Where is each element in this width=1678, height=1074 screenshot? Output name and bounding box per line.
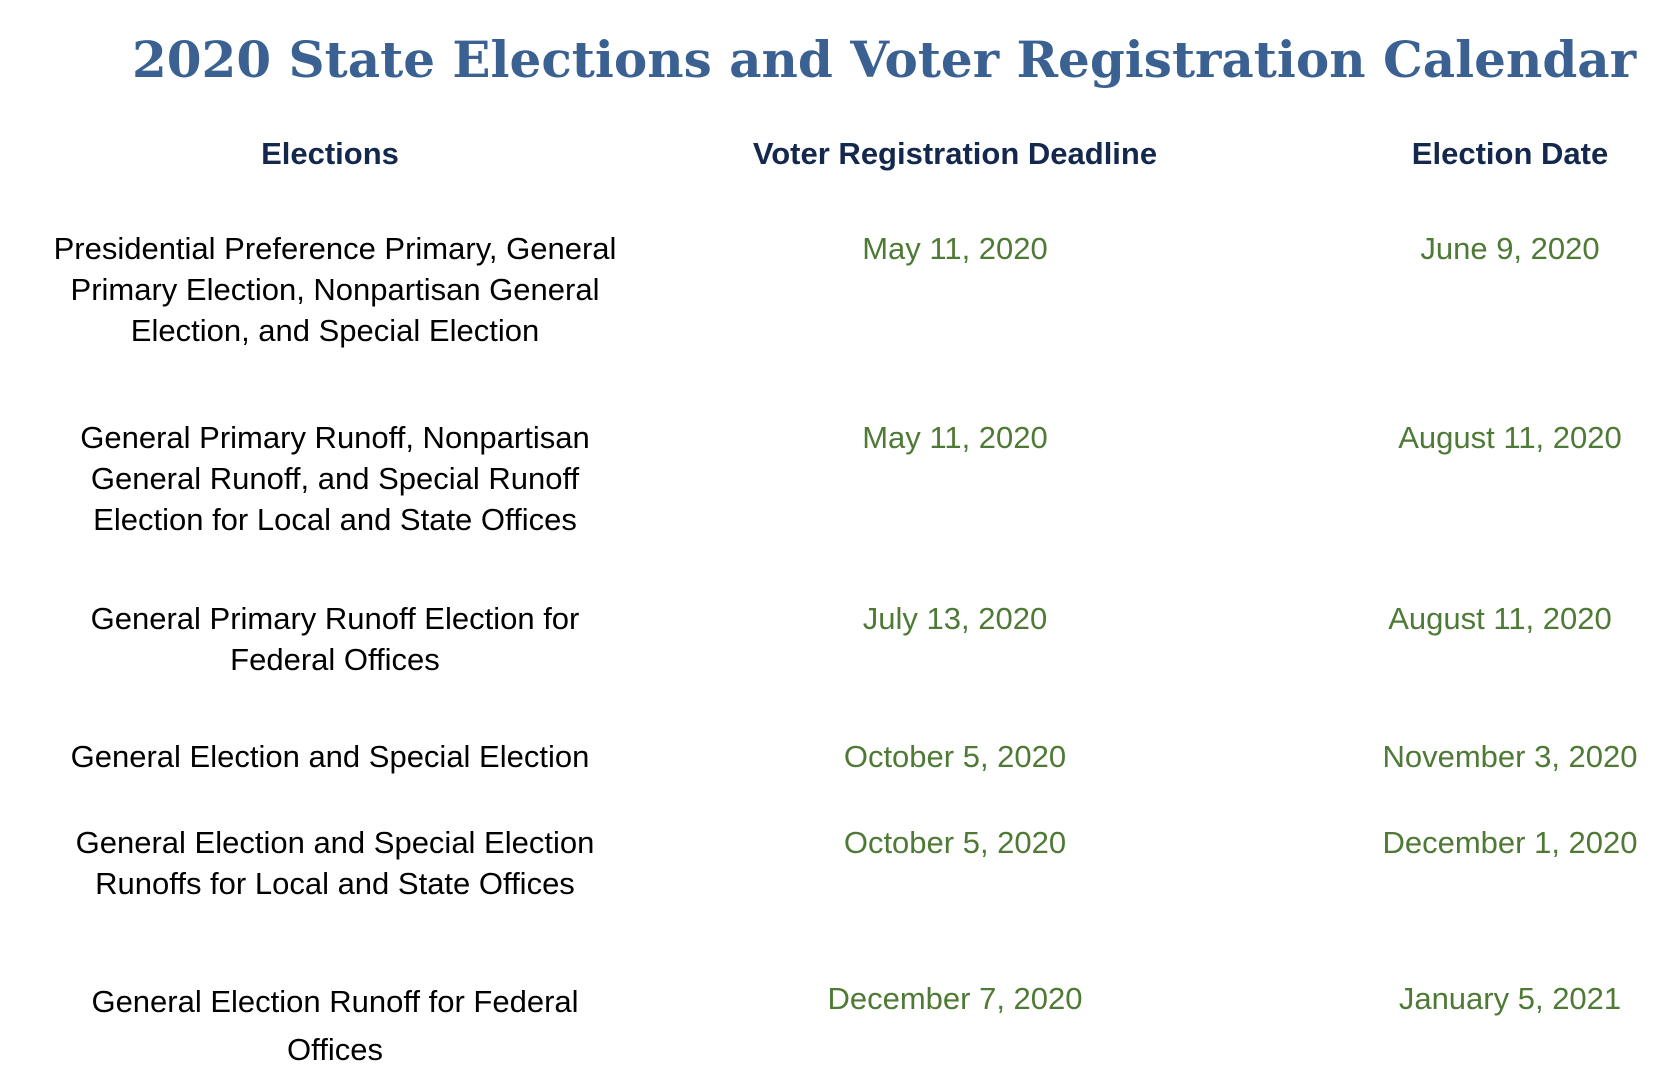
election-date: November 3, 2020 (1382, 739, 1638, 774)
election-date: December 1, 2020 (1382, 825, 1638, 860)
election-name: General Primary Runoff Election for Federal Offices (90, 601, 580, 677)
registration-deadline: May 11, 2020 (862, 231, 1048, 266)
registration-deadline: October 5, 2020 (843, 739, 1067, 774)
election-name: General Election Runoff for Federal Offices (91, 984, 579, 1067)
column-header-election-date: Election Date (1411, 136, 1609, 171)
registration-deadline: December 7, 2020 (827, 981, 1083, 1016)
election-name: Presidential Preference Primary, General Primary Election, Nonpartisan General Election, and Special Election (53, 231, 617, 348)
election-date: June 9, 2020 (1420, 231, 1600, 266)
election-date: August 11, 2020 (1388, 601, 1612, 636)
column-header-registration-deadline: Voter Registration Deadline (752, 136, 1158, 171)
election-name: General Primary Runoff, Nonpartisan General Runoff, and Special Runoff Election for Local and State Offices (80, 420, 590, 537)
election-date: January 5, 2021 (1398, 981, 1622, 1016)
election-name: General Election and Special Election Runoffs for Local and State Offices (75, 825, 595, 901)
page-title: 2020 State Elections and Voter Registration Calendar (131, 30, 1637, 89)
registration-deadline: October 5, 2020 (843, 825, 1067, 860)
column-header-elections: Elections (261, 136, 399, 171)
election-date: August 11, 2020 (1398, 420, 1622, 455)
registration-deadline: July 13, 2020 (862, 601, 1048, 636)
election-name: General Election and Special Election (70, 739, 590, 774)
registration-deadline: May 11, 2020 (862, 420, 1048, 455)
